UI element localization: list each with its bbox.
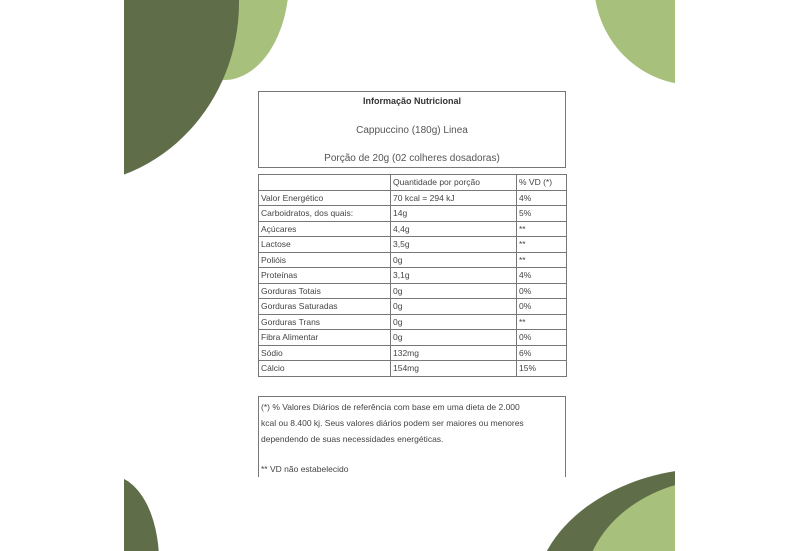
footnote-line: kcal ou 8.400 kj. Seus valores diários podem ser maiores ou menores: [261, 418, 524, 428]
table-row: [259, 206, 567, 222]
nutrient-vd: 15%: [517, 361, 567, 377]
nutrient-quantity: 0g: [391, 283, 517, 299]
nutrient-quantity: 3,1g: [391, 268, 517, 284]
table-row: [259, 299, 567, 315]
nutrient-quantity: 0g: [391, 252, 517, 268]
table-row: [259, 237, 567, 253]
nutrient-vd: **: [517, 314, 567, 330]
nutrient-quantity: 0g: [391, 314, 517, 330]
nutrition-table: [258, 174, 567, 377]
label-title: Informação Nutricional: [362, 96, 461, 106]
nutrient-name: Proteínas: [259, 268, 391, 284]
portion-size: Porção de 20g (02 colheres dosadoras): [324, 153, 500, 164]
nutrient-quantity: 70 kcal = 294 kJ: [391, 190, 517, 206]
product-name: Cappuccino (180g) Linea: [356, 125, 468, 136]
image-canvas: [124, 0, 675, 551]
table-row: [259, 283, 567, 299]
column-header-vd: % VD (*): [517, 175, 567, 191]
label-header: [258, 91, 566, 168]
nutrient-name: Gorduras Totais: [259, 283, 391, 299]
nutrient-vd: **: [517, 237, 567, 253]
decor-blob-light-top-right: [594, 0, 675, 85]
footnote-box: [258, 396, 566, 477]
decor-blob-dark-top-left: [124, 0, 239, 185]
table-row: [259, 268, 567, 284]
nutrient-vd: 0%: [517, 283, 567, 299]
nutrient-quantity: 0g: [391, 330, 517, 346]
nutrient-quantity: 0g: [391, 299, 517, 315]
nutrient-vd: 5%: [517, 206, 567, 222]
nutrient-name: Gorduras Trans: [259, 314, 391, 330]
nutrient-quantity: 4,4g: [391, 221, 517, 237]
nutrient-quantity: 154mg: [391, 361, 517, 377]
nutrient-name: Fibra Alimentar: [259, 330, 391, 346]
nutrient-vd: 0%: [517, 299, 567, 315]
nutrient-vd: **: [517, 221, 567, 237]
nutrient-name: Polióis: [259, 252, 391, 268]
table-row: [259, 190, 567, 206]
nutrient-name: Lactose: [259, 237, 391, 253]
nutrient-name: Carboidratos, dos quais:: [259, 206, 391, 222]
column-header-quantity: Quantidade por porção: [391, 175, 517, 191]
nutrient-name: Gorduras Saturadas: [259, 299, 391, 315]
nutrition-label: [257, 91, 567, 477]
table-header-row: [259, 175, 567, 191]
table-row: [259, 345, 567, 361]
table-row: [259, 361, 567, 377]
nutrient-vd: 4%: [517, 190, 567, 206]
nutrient-vd: 0%: [517, 330, 567, 346]
table-row: [259, 252, 567, 268]
nutrient-name: Açúcares: [259, 221, 391, 237]
nutrient-quantity: 3,5g: [391, 237, 517, 253]
table-row: [259, 221, 567, 237]
nutrient-vd: **: [517, 252, 567, 268]
nutrient-name: Sódio: [259, 345, 391, 361]
nutrient-name: Valor Energético: [259, 190, 391, 206]
nutrient-quantity: 14g: [391, 206, 517, 222]
column-header-nutrient: [259, 175, 391, 191]
footnote-line: (*) % Valores Diários de referência com base em uma dieta de 2.000: [261, 402, 520, 412]
footnote-line: dependendo de suas necessidades energéticas.: [261, 434, 444, 444]
nutrient-quantity: 132mg: [391, 345, 517, 361]
table-row: [259, 330, 567, 346]
decor-blob-dark-bottom-left: [124, 476, 159, 551]
footnote-spacer: [261, 447, 563, 461]
nutrient-name: Cálcio: [259, 361, 391, 377]
nutrient-vd: 6%: [517, 345, 567, 361]
vd-not-established-note: ** VD não estabelecido: [261, 464, 349, 474]
nutrient-vd: 4%: [517, 268, 567, 284]
table-row: [259, 314, 567, 330]
